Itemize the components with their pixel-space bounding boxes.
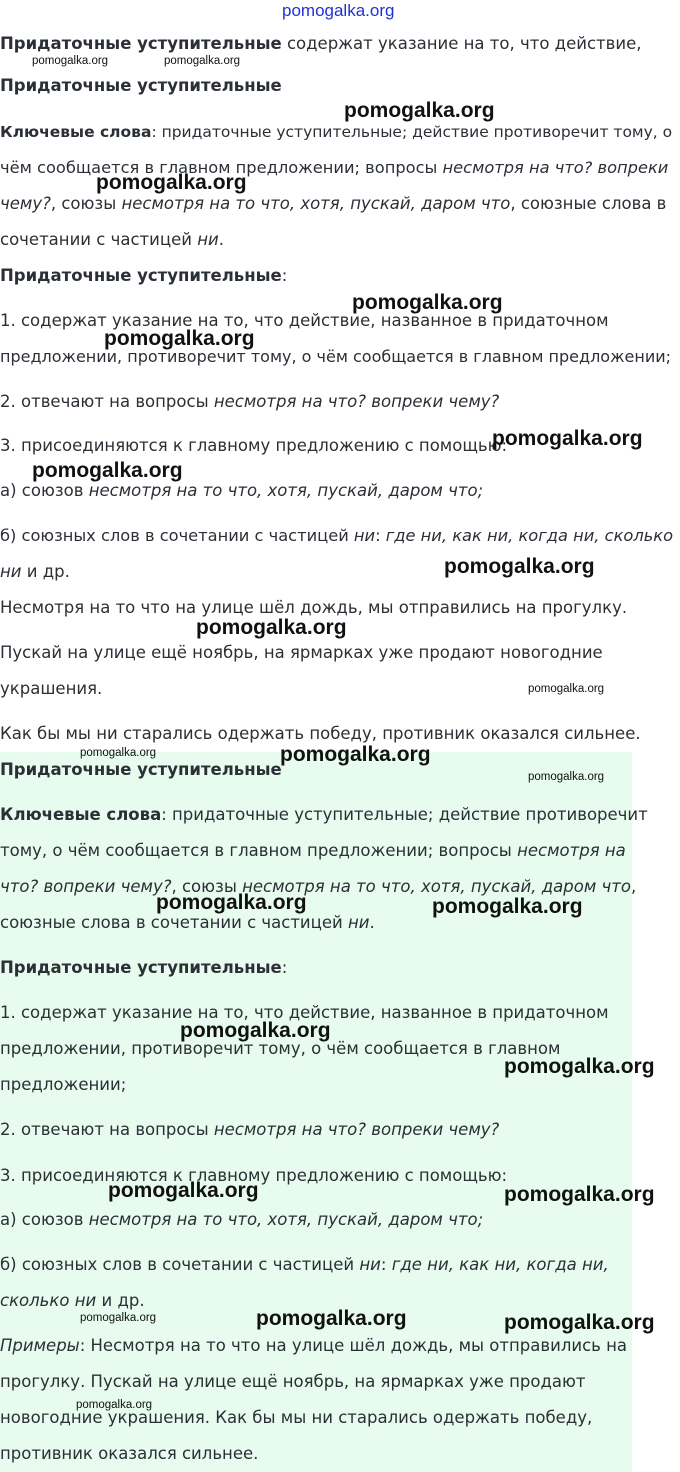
watermark: pomogalka.org [196, 616, 347, 639]
rule-3b-line-1: б) союзных слов в сочетании с частицей ни: где ни, как ни, когда ни, сколько [0, 526, 674, 545]
summary-keywords-line-3: что? вопреки чему?, союзы несмотря на то что, хотя, пускай, даром что, [0, 877, 637, 896]
watermark: pomogalka.org [96, 171, 247, 194]
keywords-line-1: Ключевые слова: придаточные уступительные; действие противоречит тому, о [0, 123, 673, 141]
example-1: Несмотря на то что на улице шёл дождь, мы отправились на прогулку. [0, 598, 628, 617]
heading-2: Придаточные уступительные: [0, 266, 288, 285]
keywords-line-3: чему?, союзы несмотря на то что, хотя, пускай, даром что, союзные слова в [0, 194, 667, 213]
summary-keywords-line-2: тому, о чём сообщается в главном предложении; вопросы несмотря на [0, 841, 626, 860]
summary-rule-3: 3. присоединяются к главному предложению с помощью: [0, 1166, 508, 1185]
watermark: pomogalka.org [344, 99, 495, 122]
watermark: pomogalka.org [432, 895, 583, 918]
watermark: pomogalka.org [444, 555, 595, 578]
watermark: pomogalka.org [180, 1019, 331, 1042]
watermark: pomogalka.org [256, 1307, 407, 1330]
intro-line: Придаточные уступительные содержат указание на то, что действие, [0, 34, 642, 53]
watermark: pomogalka.org [492, 427, 643, 450]
watermark: pomogalka.org [504, 1183, 655, 1206]
rule-3: 3. присоединяются к главному предложению с помощью: [0, 436, 508, 455]
watermark: pomogalka.org [504, 1055, 655, 1078]
rule-3b-line-2: ни и др. [0, 562, 70, 581]
watermark: pomogalka.org [352, 291, 503, 314]
example-3: Как бы мы ни старались одержать победу, противник оказался сильнее. [0, 724, 641, 743]
summary-rule-1-line-1: 1. содержат указание на то, что действие, названное в придаточном [0, 1003, 609, 1022]
summary-rule-3b-line-2: сколько ни и др. [0, 1291, 145, 1310]
watermark: pomogalka.org [280, 743, 431, 766]
watermark: pomogalka.org [104, 327, 255, 350]
watermark: pomogalka.org [32, 55, 109, 67]
summary-rule-3b-line-1: б) союзных слов в сочетании с частицей ни: где ни, как ни, когда ни, [0, 1255, 609, 1274]
summary-rule-1-line-2: предложении, противоречит тому, о чём сообщается в главном [0, 1039, 561, 1058]
watermark: pomogalka.org [504, 1311, 655, 1334]
summary-rule-3a: а) союзов несмотря на то что, хотя, пускай, даром что; [0, 1210, 484, 1229]
watermark: pomogalka.org [528, 771, 605, 783]
rule-1-line-2: предложении, противоречит тому, о чём сообщается в главном предложении; [0, 347, 671, 366]
rule-2: 2. отвечают на вопросы несмотря на что? вопреки чему? [0, 392, 500, 411]
watermark: pomogalka.org [80, 1312, 157, 1324]
watermark: pomogalka.org [32, 459, 183, 482]
summary-rule-2: 2. отвечают на вопросы несмотря на что? вопреки чему? [0, 1120, 500, 1139]
summary-examples-line-1: Примеры: Несмотря на то что на улице шёл дождь, мы отправились на [0, 1336, 628, 1355]
rule-1-line-1: 1. содержат указание на то, что действие, названное в придаточном [0, 311, 609, 330]
watermark: pomogalka.org [164, 55, 241, 67]
rule-3a: а) союзов несмотря на то что, хотя, пускай, даром что; [0, 481, 484, 500]
watermark: pomogalka.org [80, 747, 157, 759]
summary-examples-line-3: новогодние украшения. Как бы мы ни старались одержать победу, [0, 1408, 593, 1427]
summary-keywords-line-4: союзные слова в сочетании с частицей ни. [0, 913, 375, 932]
heading-1: Придаточные уступительные [0, 76, 282, 95]
example-2-line-1: Пускай на улице ещё ноябрь, на ярмарках уже продают новогодние [0, 643, 603, 662]
watermark: pomogalka.org [76, 1399, 153, 1411]
watermark: pomogalka.org [156, 891, 307, 914]
keywords-line-2: чём сообщается в главном предложении; вопросы несмотря на что? вопреки [0, 158, 669, 177]
example-2-line-2: украшения. [0, 679, 103, 698]
summary-title: Придаточные уступительные [0, 760, 282, 779]
keywords-line-4: сочетании с частицей ни. [0, 230, 224, 249]
summary-heading: Придаточные уступительные: [0, 958, 288, 977]
watermark: pomogalka.org [528, 683, 605, 695]
watermark-top: pomogalka.org [282, 1, 395, 20]
summary-keywords-line-1: Ключевые слова: придаточные уступительные; действие противоречит [0, 805, 648, 824]
summary-examples-line-2: прогулку. Пускай на улице ещё ноябрь, на ярмарках уже продают [0, 1372, 586, 1391]
watermark: pomogalka.org [108, 1179, 259, 1202]
summary-examples-line-4: противник оказался сильнее. [0, 1444, 259, 1463]
summary-rule-1-line-3: предложении; [0, 1075, 127, 1094]
